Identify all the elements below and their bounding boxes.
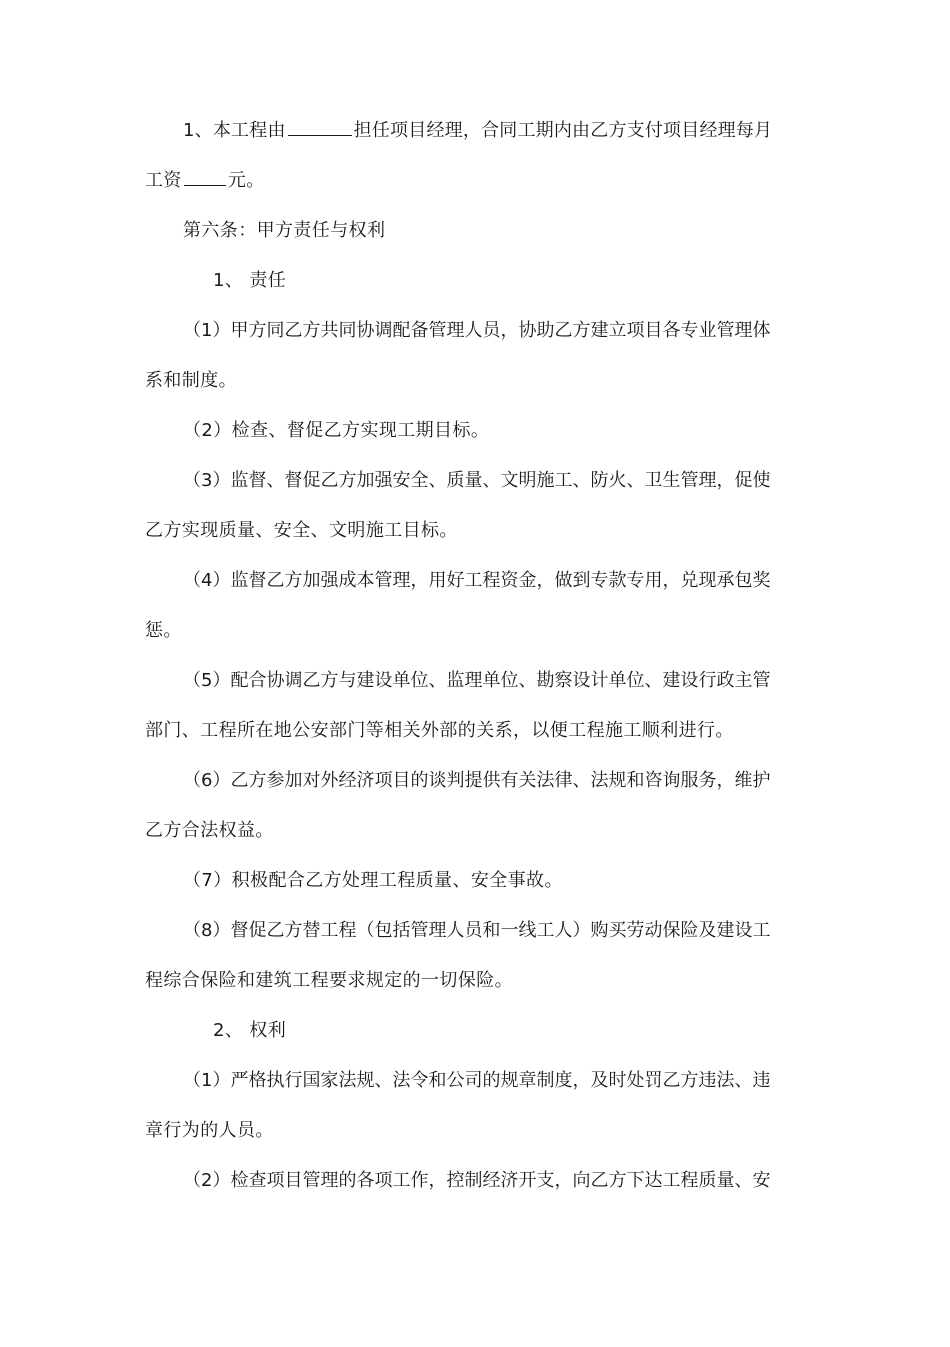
resp4-line2: 惩。 [145, 620, 182, 641]
right1-line1: （1）严格执行国家法规、法令和公司的规章制度，及时处罚乙方违法、违 [183, 1070, 771, 1091]
resp5-line1: （5）配合协调乙方与建设单位、监理单位、勘察设计单位、建设行政主管 [183, 670, 771, 691]
article6-title: 第六条：甲方责任与权利 [183, 220, 386, 241]
clause1-text-a: 1、本工程由 [183, 120, 286, 141]
resp4-line1: （4）监督乙方加强成本管理，用好工程资金，做到专款专用，兑现承包奖 [183, 570, 771, 591]
clause1-line1 [183, 118, 772, 144]
resp6-line2: 乙方合法权益。 [145, 820, 274, 841]
section1-heading: 1、 责任 [213, 270, 287, 291]
resp8-line1: （8）督促乙方替工程（包括管理人员和一线工人）购买劳动保险及建设工 [183, 920, 771, 941]
resp3-line1: （3）监督、督促乙方加强安全、质量、文明施工、防火、卫生管理，促使 [183, 470, 771, 491]
clause1-text-b: 担任项目经理，合同工期内由乙方支付项目经理每月 [353, 120, 773, 141]
resp1-line1: （1）甲方同乙方共同协调配备管理人员，协助乙方建立项目各专业管理体 [183, 320, 771, 341]
resp2: （2）检查、督促乙方实现工期目标。 [183, 420, 490, 441]
resp5-line2: 部门、工程所在地公安部门等相关外部的关系，以便工程施工顺利进行。 [145, 720, 734, 741]
clause1-cont-text-a: 工资 [145, 170, 182, 191]
clause1-cont-text-b: 元。 [227, 170, 265, 191]
right1-line2: 章行为的人员。 [145, 1120, 274, 1141]
section2-heading: 2、 权利 [213, 1020, 287, 1041]
right2-line1: （2）检查项目管理的各项工作，控制经济开支，向乙方下达工程质量、安 [183, 1170, 771, 1191]
salary-amount-blank [184, 168, 226, 186]
resp7: （7）积极配合乙方处理工程质量、安全事故。 [183, 870, 563, 891]
resp1-line2: 系和制度。 [145, 370, 237, 391]
resp8-line2: 程综合保险和建筑工程要求规定的一切保险。 [145, 970, 513, 991]
resp6-line1: （6）乙方参加对外经济项目的谈判提供有关法律、法规和咨询服务，维护 [183, 770, 771, 791]
manager-name-blank [288, 118, 352, 136]
resp3-line2: 乙方实现质量、安全、文明施工目标。 [145, 520, 458, 541]
clause1-line2 [145, 168, 265, 194]
